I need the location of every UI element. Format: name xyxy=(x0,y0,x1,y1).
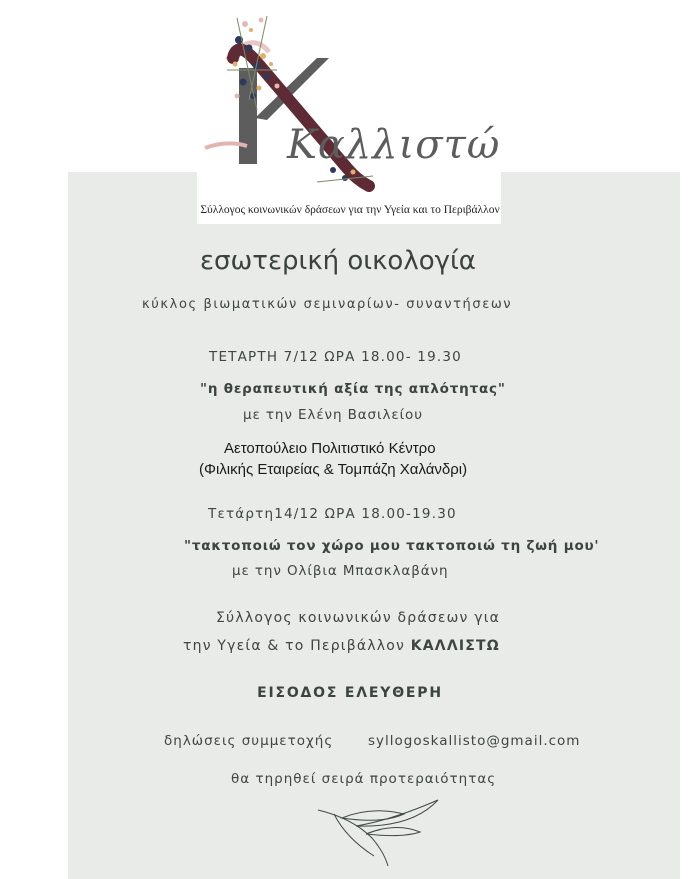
olive-branch-icon xyxy=(312,798,452,868)
session1-date: ΤΕΤΑΡΤΗ 7/12 ΩΡΑ 18.00- 19.30 xyxy=(209,349,462,365)
session2-topic: "τακτοποιώ τον χώρο μου τακτοποιώ τη ζωή μου' xyxy=(184,538,600,554)
session1-venue: Αετοπούλειο Πολιτιστικό Κέντρο xyxy=(224,440,436,457)
session1-speaker: με την Ελένη Βασιλείου xyxy=(243,407,423,423)
free-entry: ΕΙΣΟΔΟΣ ΕΛΕΥΘΕΡΗ xyxy=(257,685,443,701)
logo-wordmark: Καλλιστώ xyxy=(287,122,501,168)
event-title: εσωτερική οικολογία xyxy=(200,246,476,276)
contact-email[interactable]: syllogoskallisto@gmail.com xyxy=(368,733,581,749)
priority-note: θα τηρηθεί σειρά προτεραιότητας xyxy=(231,771,497,787)
event-subtitle: κύκλος βιωματικών σεμιναρίων- συναντήσεων xyxy=(142,297,513,312)
logo-tagline: Σύλλογος κοινωνικών δράσεων για την Υγεία και το Περιβάλλον xyxy=(200,204,500,216)
organizer-name: ΚΑΛΛΙΣΤΩ xyxy=(410,638,500,654)
registration-label: δηλώσεις συμμετοχής xyxy=(164,733,334,749)
session1-venue-address: (Φιλικής Εταιρείας & Τομπάζη Χαλάνδρι) xyxy=(199,461,468,478)
organizer-line2-text: την Υγεία & το Περιβάλλον xyxy=(183,638,406,654)
organizer-line1: Σύλλογος κοινωνικών δράσεων για xyxy=(216,610,501,626)
session2-date: Τετάρτη14/12 ΩΡΑ 18.00-19.30 xyxy=(208,506,457,522)
logo-box xyxy=(197,0,501,224)
session1-topic: "η θεραπευτική αξία της απλότητας" xyxy=(200,381,506,397)
session2-speaker: με την Ολίβια Μπασκλαβάνη xyxy=(232,563,449,579)
organizer-line2 xyxy=(183,638,500,654)
floral-logo-icon xyxy=(197,0,501,200)
